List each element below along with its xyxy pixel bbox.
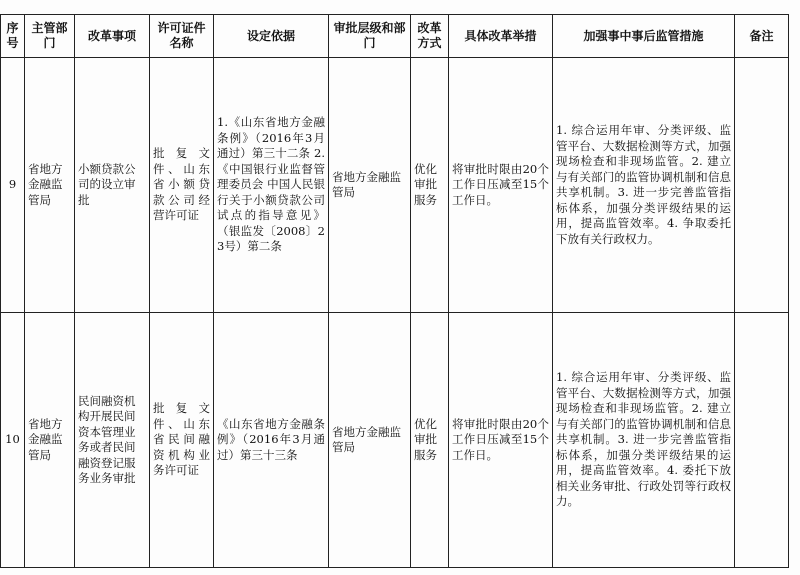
cell-license: 批复文件、山东省民间融资机构业务许可证 bbox=[150, 313, 214, 568]
cell-measures: 将审批时限由20个工作日压减至15个工作日。 bbox=[449, 313, 553, 568]
cell-basis: 《山东省地方金融条例》（2016年3月通过）第三十三条 bbox=[214, 313, 329, 568]
cell-supervision: 1. 综合运用年审、分类评级、监管平台、大数据检测等方式，加强现场检查和非现场监管。2. 建立与有关部门的监管协调机制和信息共享机制。3. 进一步完善监管指标体系，加强分类评级结果的运用，提高监管效率。4. 委托下放相关业务审批、行政处罚等行政权力。 bbox=[553, 313, 735, 568]
header-item: 改革事项 bbox=[75, 15, 150, 58]
cell-license: 批复文件、山东省小额贷款公司经营许可证 bbox=[150, 58, 214, 313]
cell-remarks bbox=[735, 313, 789, 568]
cell-level: 省地方金融监管局 bbox=[329, 58, 411, 313]
header-measures: 具体改革举措 bbox=[449, 15, 553, 58]
header-method: 改革方式 bbox=[411, 15, 449, 58]
table-row bbox=[1, 58, 789, 313]
cell-dept: 省地方金融监管局 bbox=[25, 313, 75, 568]
header-level: 审批层级和部门 bbox=[329, 15, 411, 58]
cell-basis: 1.《山东省地方金融条例》（2016年3月通过）第三十二条 2.《中国银行业监督管理委员会 中国人民银行关于小额贷款公司试点的指导意见》（银监发〔2008〕23号）第二条 bbox=[214, 58, 329, 313]
cell-level: 省地方金融监管局 bbox=[329, 313, 411, 568]
header-remarks: 备注 bbox=[735, 15, 789, 58]
table-row bbox=[1, 313, 789, 568]
cell-seq: 10 bbox=[1, 313, 25, 568]
cell-item: 民间融资机构开展民间资本管理业务或者民间融资登记服务业务审批 bbox=[75, 313, 150, 568]
cell-method: 优化审批服务 bbox=[411, 58, 449, 313]
header-license: 许可证件名称 bbox=[150, 15, 214, 58]
header-supervision: 加强事中事后监管措施 bbox=[553, 15, 735, 58]
header-dept: 主管部门 bbox=[25, 15, 75, 58]
header-row bbox=[1, 15, 789, 58]
header-seq: 序号 bbox=[1, 15, 25, 58]
cell-method: 优化审批服务 bbox=[411, 313, 449, 568]
cell-remarks bbox=[735, 58, 789, 313]
cell-item: 小额贷款公司的设立审批 bbox=[75, 58, 150, 313]
cell-supervision: 1. 综合运用年审、分类评级、监管平台、大数据检测等方式，加强现场检查和非现场监管。2. 建立与有关部门的监管协调机制和信息共享机制。3. 进一步完善监管指标体系，加强分类评级结果的运用，提高监管效率。4. 争取委托下放有关行政权力。 bbox=[553, 58, 735, 313]
cell-dept: 省地方金融监管局 bbox=[25, 58, 75, 313]
reform-table bbox=[0, 14, 789, 568]
cell-measures: 将审批时限由20个工作日压减至15个工作日。 bbox=[449, 58, 553, 313]
header-basis: 设定依据 bbox=[214, 15, 329, 58]
cell-seq: 9 bbox=[1, 58, 25, 313]
